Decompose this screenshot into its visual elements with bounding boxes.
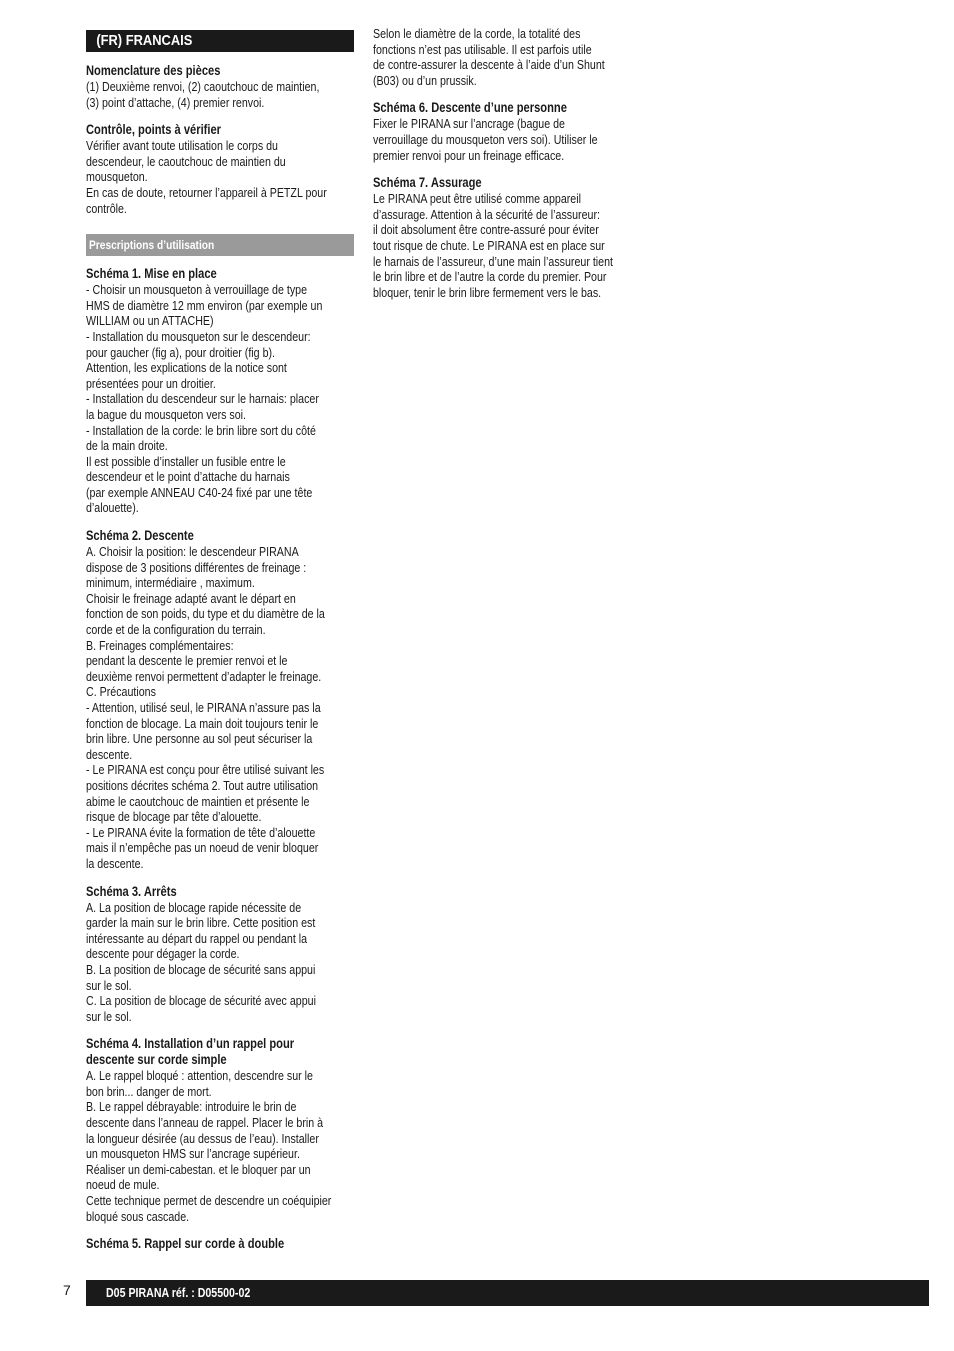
- section-body: (1) Deuxième renvoi, (2) caoutchouc de maintien, (3) point d’attache, (4) premier renvoi.: [86, 79, 320, 110]
- section-title: Schéma 6. Descente d’une personne: [373, 100, 567, 116]
- section-body: Selon le diamètre de la corde, la totalité des fonctions n’est pas utilisable. Il est parfois utile de contre-assurer la descente à l’aide d’un Shunt (B03) ou d’un prussik.: [373, 26, 605, 88]
- right-column: [373, 26, 641, 300]
- section: [373, 26, 641, 88]
- language-header: (FR) FRANCAIS: [86, 30, 354, 52]
- language-header-bar: [86, 30, 354, 52]
- section: [86, 528, 354, 871]
- left-bottom-sections: [86, 266, 354, 1252]
- section-title: Schéma 3. Arrêts: [86, 883, 177, 899]
- section-body: Vérifier avant toute utilisation le corps du descendeur, le caoutchouc de maintien du mousqueton. En cas de doute, retourner l’appareil à PETZL pour contrôle.: [86, 138, 327, 216]
- section-body: Le PIRANA peut être utilisé comme appareil d’assurage. Attention à la sécurité de l’assureur: il doit absolument être contre-assuré pour éviter tout risque de chute. Le PIRANA est en place sur le harnais de l’assureur, d’une main l’assureur tient le brin libre et de l’autre la corde du premier. Pour bloquer, tenir le brin libre fermement vers le bas.: [373, 191, 613, 300]
- section-body: Fixer le PIRANA sur l’ancrage (bague de verrouillage du mousqueton vers soi). Utiliser le premier renvoi pour un freinage efficace.: [373, 116, 598, 163]
- section-title: Schéma 2. Descente: [86, 528, 194, 544]
- page-number: 7: [63, 1282, 71, 1298]
- section: [86, 1236, 354, 1252]
- section-body: A. La position de blocage rapide nécessite de garder la main sur le brin libre. Cette position est intéressante au départ du rappel ou pendant la descente pour dégager la corde. B. La position de blocage de sécurité sans appui sur le sol. C. La position de blocage de sécurité avec appui sur le sol.: [86, 899, 316, 1024]
- prescriptions-header-bar: [86, 234, 354, 256]
- left-top-sections: [86, 63, 354, 216]
- left-column: [86, 26, 354, 1252]
- right-sections: [373, 26, 641, 300]
- section-title: Schéma 7. Assurage: [373, 175, 482, 191]
- section-body: A. Le rappel bloqué : attention, descendre sur le bon brin... danger de mort. B. Le rappel débrayable: introduire le brin de descente dans l’anneau de rappel. Placer le brin à la longueur désirée (au dessus de l’eau). Installer un mousqueton HMS sur l’ancrage supérieur. Réaliser un demi-cabestan. et le bloquer par un noeud de mule. Cette technique permet de descendre un coéquipier bloqué sous cascade.: [86, 1068, 332, 1224]
- section: [373, 175, 641, 300]
- section: [86, 122, 354, 216]
- section: [86, 884, 354, 1025]
- document-reference: D05 PIRANA réf. : D05500-02: [106, 1286, 251, 1300]
- section-body: A. Choisir la position: le descendeur PIRANA dispose de 3 positions différentes de freinage : minimum, intermédiaire , maximum. Choisir le freinage adapté avant le départ en fonction de son poids, du type et du diamètre de la corde et de la configuration du terrain. B. Freinages complémentaires: pendant la descente le premier renvoi et le deuxième renvoi permettent d’adapter le freinage. C. Précautions - Attention, utilisé seul, le PIRANA n’assure pas la fonction de blocage. La main doit toujours tenir le brin libre. Une personne au sol peut sécuriser la descente. - Le PIRANA est conçu pour être utilisé suivant les positions décrites schéma 2. Tout autre utilisation abime le caoutchouc de maintien et présente le risque de blocage par tête d’alouette. - Le PIRANA évite la formation de tête d’alouette mais il n’empêche pas un noeud de venir bloquer la descente.: [86, 544, 325, 871]
- section-title: Nomenclature des pièces: [86, 63, 221, 78]
- section-title: Schéma 4. Installation d’un rappel pour descente sur corde simple: [86, 1036, 295, 1068]
- section: [373, 100, 641, 163]
- section: [86, 1036, 354, 1224]
- section: [86, 266, 354, 516]
- prescriptions-header: Prescriptions d’utilisation: [89, 238, 215, 253]
- section-title: Schéma 5. Rappel sur corde à double: [86, 1236, 285, 1252]
- section-title: Schéma 1. Mise en place: [86, 266, 217, 282]
- section-body: - Choisir un mousqueton à verrouillage de type HMS de diamètre 12 mm environ (par exemple un WILLIAM ou un ATTACHE) - Installation du mousqueton sur le descendeur: pour gaucher (fig a), pour droitier (fig b). Attention, les explications de la notice sont présentées pour un droitier. - Installation du descendeur sur le harnais: placer la bague du mousqueton vers soi. - Installation de la corde: le brin libre sort du côté de la main droite. Il est possible d’installer un fusible entre le descendeur et le point d’attache du harnais (par exemple ANNEAU C40-24 fixé par une tête d’alouette).: [86, 282, 323, 516]
- section-title: Contrôle, points à vérifier: [86, 122, 222, 138]
- footer-bar: [86, 1280, 929, 1306]
- section: [86, 63, 354, 110]
